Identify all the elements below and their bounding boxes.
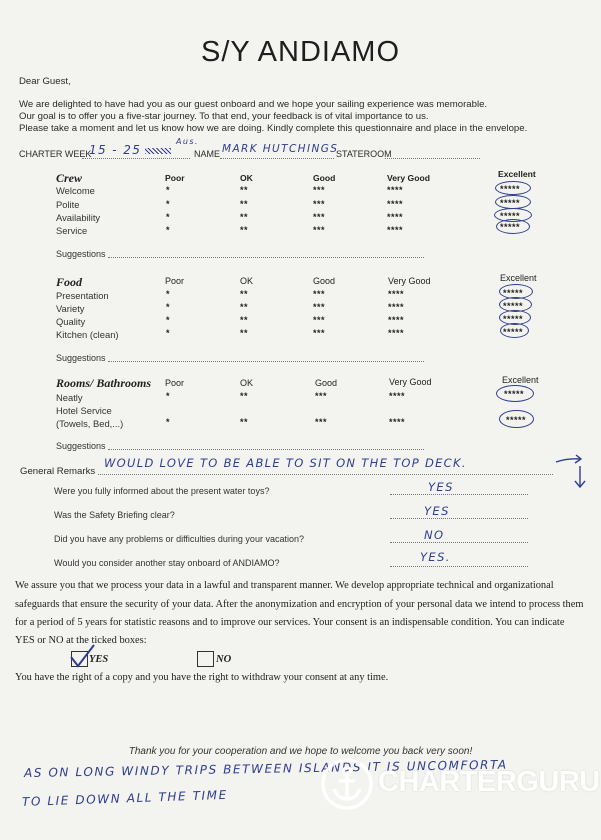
- header-poor: Poor: [165, 276, 185, 286]
- stateroom-line: [385, 158, 480, 159]
- question-problems: Did you have any problems or difficulties during your vacation?: [54, 534, 304, 544]
- rating-5-star[interactable]: *****: [503, 327, 524, 337]
- row-label: Variety: [56, 303, 85, 314]
- rating-1-star[interactable]: *: [166, 315, 171, 325]
- consent-text-line-2: safeguards that ensure the security of your data. After the anonymization and encryption of your personal data we intend to process them: [15, 599, 584, 610]
- rating-1-star[interactable]: *: [166, 225, 171, 235]
- rating-3-star[interactable]: ***: [313, 212, 326, 222]
- general-remarks-line: [98, 474, 553, 475]
- selection-circle: [496, 385, 534, 402]
- rating-3-star[interactable]: ***: [315, 391, 328, 401]
- selection-circle: [495, 195, 531, 209]
- no-checkbox[interactable]: [197, 651, 214, 667]
- rating-4-star[interactable]: ****: [387, 185, 404, 195]
- rating-2-star[interactable]: **: [240, 185, 249, 195]
- rating-5-star[interactable]: *****: [503, 288, 524, 298]
- rating-1-star[interactable]: *: [166, 212, 171, 222]
- rating-5-star[interactable]: *****: [500, 184, 521, 194]
- name-line: [220, 158, 334, 159]
- consent-text-line-4: YES or NO at the ticked boxes:: [15, 635, 147, 646]
- rating-3-star[interactable]: ***: [313, 328, 326, 338]
- header-excellent: Excellent: [500, 273, 537, 283]
- rating-3-star[interactable]: ***: [313, 185, 326, 195]
- answer-safety-briefing[interactable]: YES: [424, 504, 450, 518]
- answer-water-toys[interactable]: YES: [428, 480, 454, 494]
- general-remarks-value[interactable]: WOULD LOVE TO BE ABLE TO SIT ON THE TOP DECK.: [104, 456, 467, 470]
- rating-4-star[interactable]: ****: [388, 302, 405, 312]
- section-title-crew: Crew: [56, 171, 83, 185]
- header-good: Good: [315, 378, 338, 388]
- general-remarks-label: General Remarks: [20, 466, 96, 477]
- rating-4-star[interactable]: ****: [389, 391, 406, 401]
- section-title-rooms: Rooms/ Bathrooms: [56, 376, 152, 390]
- question-another-stay: Would you consider another stay onboard of ANDIAMO?: [54, 558, 280, 568]
- intro-line-3: Please take a moment and let us know how we are doing. Kindly complete this questionnaire and place in the envelope.: [19, 123, 528, 134]
- greeting: Dear Guest,: [19, 76, 71, 87]
- rating-4-star[interactable]: ****: [388, 289, 405, 299]
- rating-5-star[interactable]: *****: [503, 301, 524, 311]
- rating-3-star[interactable]: ***: [313, 315, 326, 325]
- header-poor: Poor: [165, 173, 185, 183]
- arrow-down-icon: [554, 452, 594, 492]
- rating-1-star[interactable]: *: [166, 199, 171, 209]
- rating-2-star[interactable]: **: [240, 199, 249, 209]
- charter-week-line: [82, 158, 190, 159]
- rating-5-star[interactable]: *****: [500, 198, 521, 208]
- rating-2-star[interactable]: **: [240, 417, 249, 427]
- rating-1-star[interactable]: *: [166, 302, 171, 312]
- header-excellent: Excellent: [502, 375, 539, 385]
- watermark-text: CHARTERGURU: [378, 766, 600, 798]
- row-label: Kitchen (clean): [56, 329, 119, 340]
- consent-text-line-3: for a period of 5 years for statistic reasons and to improve our services. Your consent is an indispensable condition. You can indicate: [15, 617, 565, 628]
- stateroom-label: STATEROOM: [336, 149, 392, 159]
- rating-5-star[interactable]: *****: [500, 211, 521, 221]
- handwritten-note-line-2: TO LIE DOWN ALL THE TIME: [21, 787, 229, 809]
- page-title: S/Y ANDIAMO: [200, 36, 401, 68]
- name-value[interactable]: MARK HUTCHINGS: [222, 143, 339, 155]
- rating-2-star[interactable]: **: [240, 289, 249, 299]
- rating-3-star[interactable]: ***: [313, 225, 326, 235]
- name-label: NAME: [194, 149, 221, 159]
- answer-line: [390, 494, 528, 495]
- answer-another-stay[interactable]: YES.: [420, 550, 451, 564]
- consent-text-line-1: We assure you that we process your data in a lawful and transparent manner. We develop appropriate technical and organizational: [15, 580, 554, 591]
- rating-4-star[interactable]: ****: [387, 212, 404, 222]
- intro-line-2: Our goal is to offer you a five-star journey. To that end, your feedback is of vital importance to us.: [19, 111, 429, 122]
- rating-5-star[interactable]: *****: [504, 389, 525, 399]
- charter-week-label: CHARTER WEEK: [19, 149, 92, 159]
- selection-circle: [495, 181, 531, 195]
- header-ok: OK: [240, 276, 254, 286]
- header-good: Good: [313, 173, 336, 183]
- rating-2-star[interactable]: **: [240, 302, 249, 312]
- no-label: NO: [216, 654, 232, 665]
- selection-circle: [496, 219, 530, 234]
- suggestions-line: [108, 449, 424, 450]
- charter-week-value[interactable]: 15 - 25: [89, 143, 142, 157]
- suggestions-line: [108, 361, 424, 362]
- rating-3-star[interactable]: ***: [313, 289, 326, 299]
- suggestions-label: Suggestions: [56, 353, 106, 363]
- rating-4-star[interactable]: ****: [388, 315, 405, 325]
- rating-4-star[interactable]: ****: [389, 417, 406, 427]
- consent-rights-text: You have the right of a copy and you have the right to withdraw your consent at any time.: [15, 672, 389, 683]
- rating-5-star[interactable]: *****: [503, 314, 524, 324]
- suggestions-label: Suggestions: [56, 441, 106, 451]
- section-title-food: Food: [56, 275, 83, 289]
- rating-1-star[interactable]: *: [166, 289, 171, 299]
- rating-3-star[interactable]: ***: [313, 199, 326, 209]
- rating-2-star[interactable]: **: [240, 328, 249, 338]
- rating-4-star[interactable]: ****: [388, 328, 405, 338]
- header-very-good: Very Good: [388, 276, 431, 286]
- rating-5-star[interactable]: *****: [506, 415, 527, 425]
- yes-label: YES: [89, 654, 109, 665]
- answer-problems[interactable]: NO: [424, 528, 445, 542]
- selection-circle: [499, 410, 534, 428]
- answer-line: [390, 566, 528, 567]
- question-water-toys: Were you fully informed about the present water toys?: [54, 486, 270, 496]
- header-very-good: Very Good: [387, 173, 430, 183]
- row-label: Availability: [56, 212, 101, 223]
- intro-line-1: We are delighted to have had you as our guest onboard and we hope your sailing experience was memorable.: [19, 99, 488, 110]
- row-label: Welcome: [56, 185, 95, 196]
- row-label: Hotel Service: [56, 405, 112, 416]
- header-ok: OK: [240, 173, 253, 183]
- rating-2-star[interactable]: **: [240, 315, 249, 325]
- thanks-message: Thank you for your cooperation and we hope to welcome you back very soon!: [128, 746, 473, 757]
- answer-line: [390, 518, 528, 519]
- suggestions-line: [108, 257, 424, 258]
- rating-3-star[interactable]: ***: [313, 302, 326, 312]
- rating-5-star[interactable]: *****: [500, 222, 521, 232]
- rating-4-star[interactable]: ****: [387, 199, 404, 209]
- header-very-good: Very Good: [389, 377, 432, 387]
- row-label: Presentation: [56, 290, 109, 301]
- rating-1-star[interactable]: *: [166, 417, 171, 427]
- rating-3-star[interactable]: ***: [315, 417, 328, 427]
- header-excellent: Excellent: [498, 169, 536, 179]
- row-label: Quality: [56, 316, 86, 327]
- row-label: (Towels, Bed,...): [56, 418, 124, 429]
- handwritten-note-line-1: AS ON LONG WINDY TRIPS BETWEEN ISLANDS IT IS UNCOMFORTA: [23, 757, 508, 780]
- row-label: Polite: [56, 199, 80, 210]
- header-good: Good: [313, 276, 336, 286]
- header-poor: Poor: [165, 378, 185, 388]
- anchor-logo-icon: [320, 757, 374, 811]
- rating-1-star[interactable]: *: [166, 391, 171, 401]
- selection-circle: [500, 323, 529, 338]
- header-ok: OK: [240, 378, 254, 388]
- scribble-mark: [145, 148, 171, 154]
- rating-1-star[interactable]: *: [166, 328, 171, 338]
- rating-2-star[interactable]: **: [240, 391, 249, 401]
- rating-1-star[interactable]: *: [166, 185, 171, 195]
- row-label: Service: [56, 225, 88, 236]
- question-safety-briefing: Was the Safety Briefing clear?: [54, 510, 175, 520]
- rating-2-star[interactable]: **: [240, 225, 249, 235]
- suggestions-label: Suggestions: [56, 249, 106, 259]
- answer-line: [390, 542, 528, 543]
- charter-week-month[interactable]: Aus.: [176, 137, 199, 146]
- rating-2-star[interactable]: **: [240, 212, 249, 222]
- row-label: Neatly: [56, 392, 83, 403]
- rating-4-star[interactable]: ****: [387, 225, 404, 235]
